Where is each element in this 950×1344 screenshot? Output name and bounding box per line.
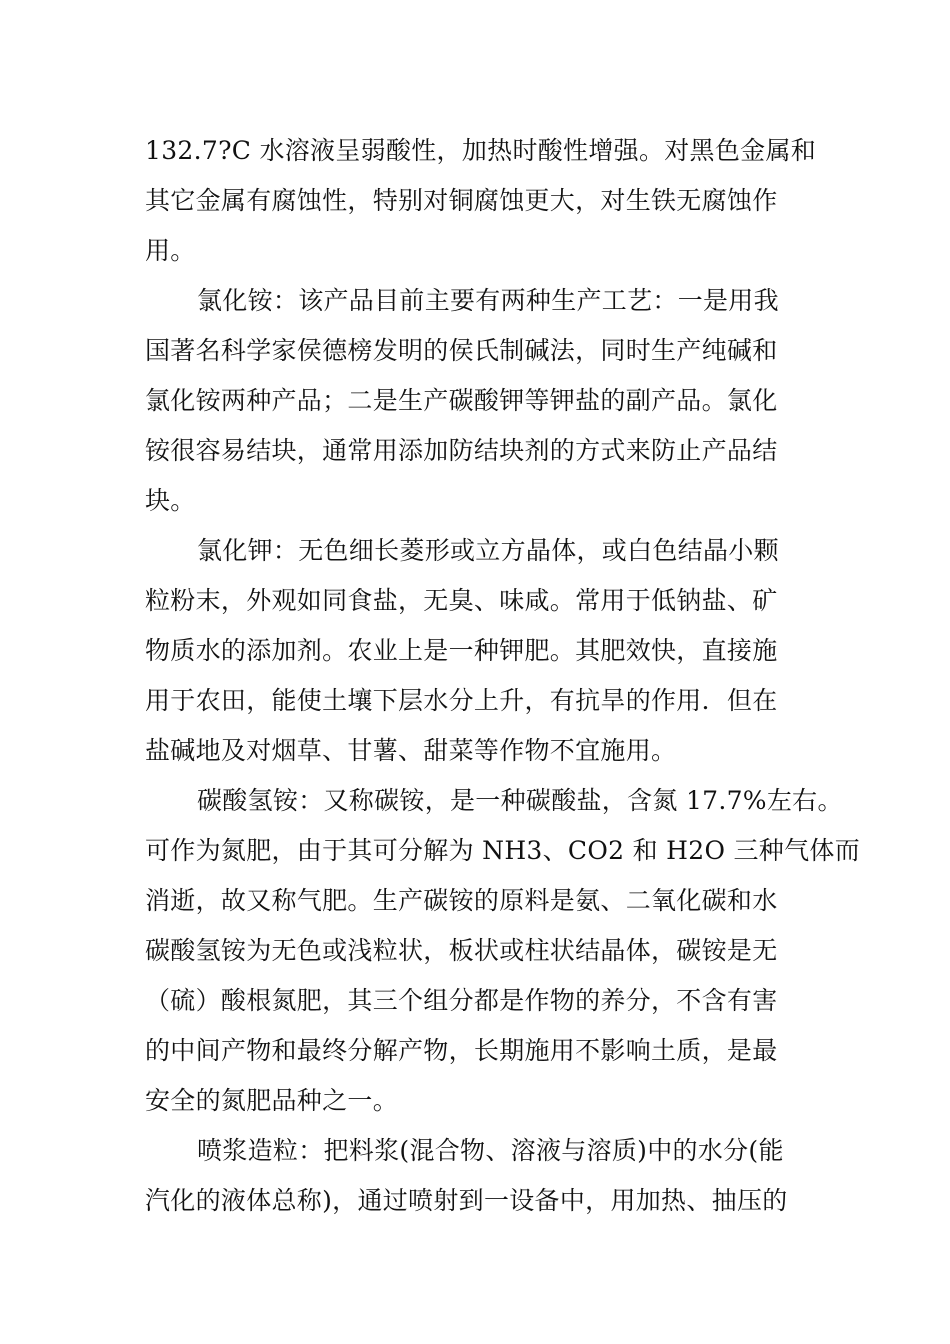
text-line: 盐碱地及对烟草、甘薯、甜菜等作物不宜施用。 (145, 736, 677, 765)
paragraph-potassium-chloride (145, 526, 825, 776)
paragraph-ammonium-bicarbonate (145, 776, 861, 1126)
text-line: 铵很容易结块，通常用添加防结块剂的方式来防止产品结 (145, 436, 778, 465)
text-line: 物质水的添加剂。农业上是一种钾肥。其肥效快，直接施 (145, 636, 778, 665)
text-line: 碳酸氢铵为无色或浅粒状，板状或柱状结晶体，碳铵是无 (145, 936, 778, 965)
text-line: 粒粉末，外观如同食盐，无臭、味咸。常用于低钠盐、矿 (145, 586, 778, 615)
text-line: 喷浆造粒：把料浆(混合物、溶液与溶质)中的水分(能 (197, 1136, 784, 1165)
text-line: 用。 (145, 236, 196, 265)
text-line: 氯化铵：该产品目前主要有两种生产工艺：一是用我 (197, 286, 779, 315)
text-line: 其它金属有腐蚀性，特别对铜腐蚀更大，对生铁无腐蚀作 (145, 186, 778, 215)
text-line: 用于农田，能使土壤下层水分上升，有抗旱的作用．但在 (145, 686, 778, 715)
text-line: 块。 (145, 486, 196, 515)
document-page (145, 126, 861, 1226)
text-line: 的中间产物和最终分解产物，长期施用不影响土质，是最 (145, 1036, 778, 1065)
text-line: 可作为氮肥，由于其可分解为 NH3、CO2 和 H2O 三种气体而 (145, 836, 861, 865)
text-line: 安全的氮肥品种之一。 (145, 1086, 399, 1115)
paragraph-continuation (145, 126, 825, 276)
paragraph-ammonium-chloride (145, 276, 825, 526)
text-line: （硫）酸根氮肥，其三个组分都是作物的养分，不含有害 (145, 986, 778, 1015)
text-line: 汽化的液体总称)，通过喷射到一设备中，用加热、抽压的 (145, 1186, 788, 1215)
text-line: 碳酸氢铵：又称碳铵，是一种碳酸盐，含氮 17.7%左右。 (197, 786, 843, 815)
text-line: 消逝，故又称气肥。生产碳铵的原料是氨、二氧化碳和水 (145, 886, 778, 915)
paragraph-spray-granulation (145, 1126, 825, 1226)
text-line: 氯化铵两种产品；二是生产碳酸钾等钾盐的副产品。氯化 (145, 386, 778, 415)
text-line: 132.7?C 水溶液呈弱酸性，加热时酸性增强。对黑色金属和 (145, 136, 817, 165)
text-line: 氯化钾：无色细长菱形或立方晶体，或白色结晶小颗 (197, 536, 779, 565)
text-line: 国著名科学家侯德榜发明的侯氏制碱法，同时生产纯碱和 (145, 336, 778, 365)
